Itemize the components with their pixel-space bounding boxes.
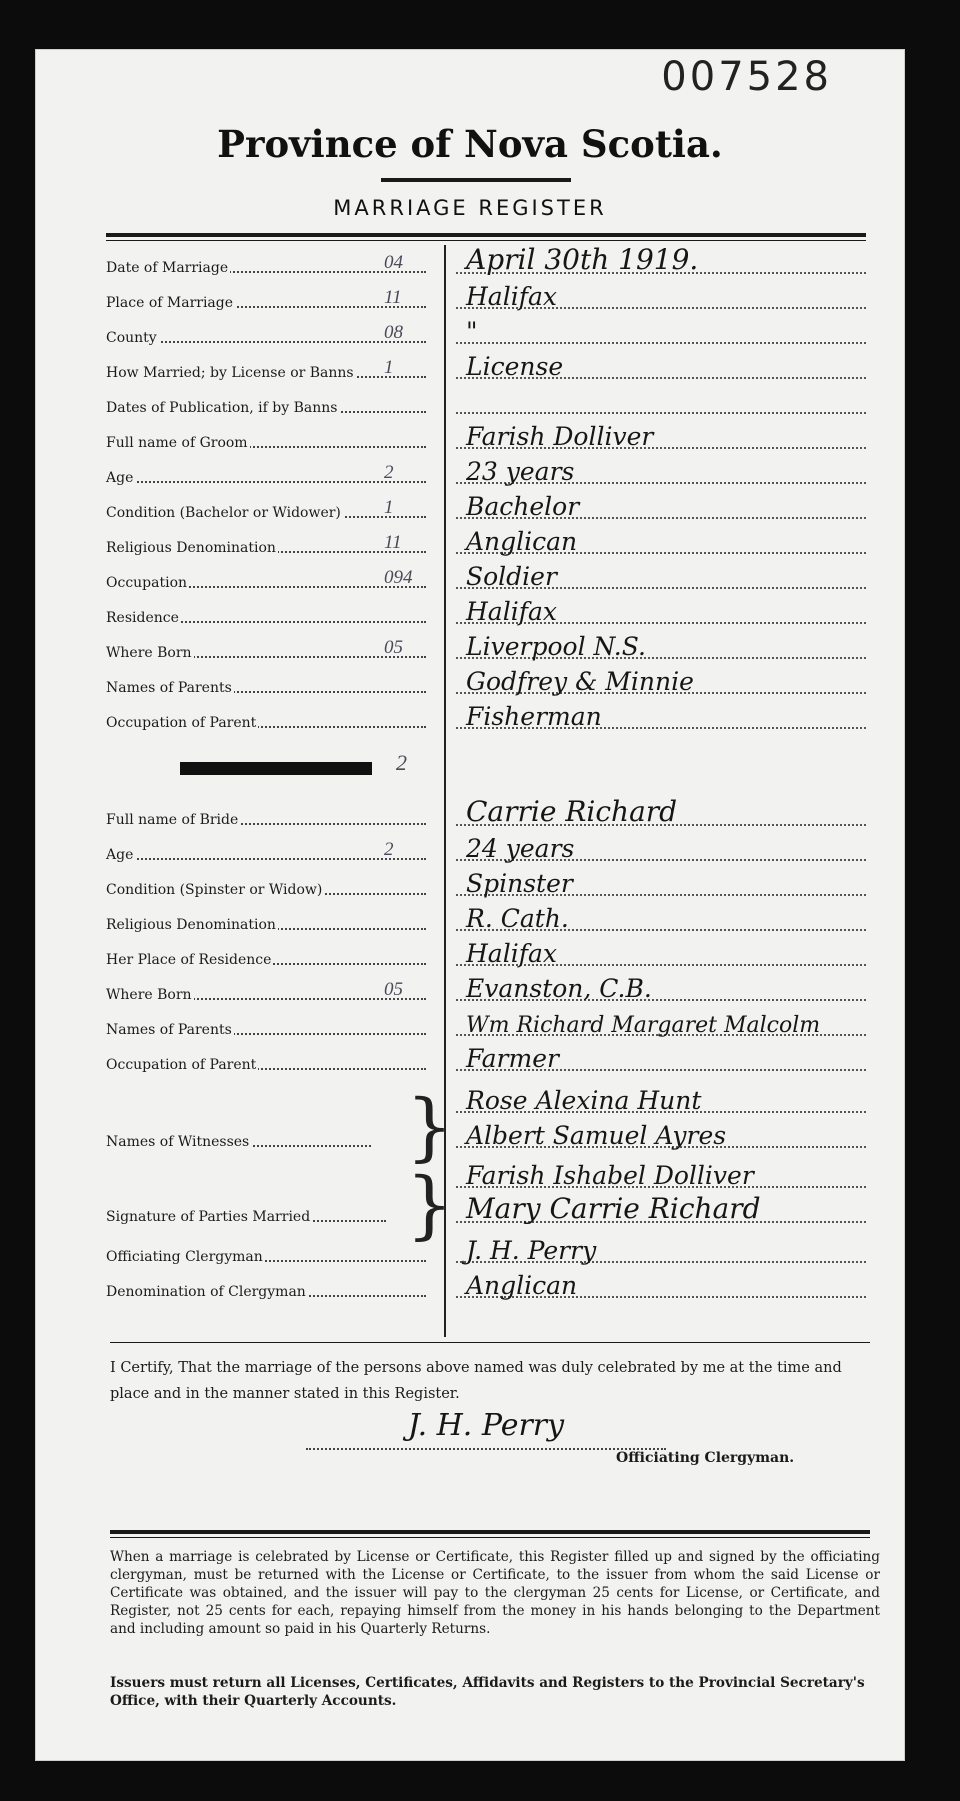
field-label: Denomination of Clergyman: [106, 1284, 306, 1300]
field-label: Age: [106, 847, 134, 863]
field-label: Condition (Bachelor or Widower): [106, 505, 341, 521]
field-value: Carrie Richard: [466, 795, 678, 828]
field-value: Farish Dolliver: [466, 422, 654, 451]
field-label: Condition (Spinster or Widow): [106, 882, 323, 898]
title-underline: [381, 178, 571, 182]
field-value: J. H. Perry: [466, 1236, 597, 1265]
bride-section-code: 2: [396, 750, 407, 775]
field-code: 11: [384, 287, 402, 308]
register-page: [36, 50, 904, 1760]
witness-line-1: [106, 1085, 866, 1119]
notice-top-thick-rule: [110, 1530, 870, 1534]
notice-paragraph: When a marriage is celebrated by License or Certificate, this Register filled up and signed by the officiating clergyman, must be returned with the License or Certificate, to the issuer from whom the said License or Certificate was obtained, and the issuer will pay to the clergyman 25 cents for License, or Certificate, and Register, not 25 cents for each, repaying himself from the money in his hands belonging to the Department and including amount so paid in his Quarterly Returns.: [110, 1549, 880, 1637]
field-label: Date of Marriage: [106, 260, 229, 276]
field-value: April 30th 1919.: [466, 243, 699, 276]
field-row-county: [106, 316, 866, 350]
field-label: Dates of Publication, if by Banns: [106, 400, 338, 416]
field-row-how-married: [106, 351, 866, 385]
field-label: How Married; by License or Banns: [106, 365, 354, 381]
top-thin-rule: [106, 240, 866, 241]
field-row-groom-parents: [106, 666, 866, 700]
field-row-groom-condition: [106, 491, 866, 525]
field-row-groom-residence: [106, 596, 866, 630]
field-value: Spinster: [466, 869, 573, 898]
signature-line-1: [106, 1160, 866, 1194]
field-row-bride-religion: [106, 903, 866, 937]
field-label: Where Born: [106, 987, 192, 1003]
field-row-clergy-denomination: [106, 1270, 866, 1304]
notice-top-thin-rule: [110, 1537, 870, 1538]
field-label: Names of Parents: [106, 680, 232, 696]
register-number: 007528: [661, 54, 832, 100]
field-label: Her Place of Residence: [106, 952, 272, 968]
field-value: R. Cath.: [466, 904, 569, 933]
page-title: Province of Nova Scotia.: [217, 122, 723, 166]
field-value: Evanston, C.B.: [466, 974, 652, 1003]
field-label: Age: [106, 470, 134, 486]
bride-section-bar: [180, 762, 372, 775]
signatures-brace-icon: }: [406, 1162, 454, 1248]
witness-name: Albert Samuel Ayres: [466, 1121, 727, 1150]
field-value: 23 years: [466, 457, 575, 486]
field-row-place-of-marriage: [106, 281, 866, 315]
field-value: License: [466, 352, 564, 381]
field-value: Halifax: [466, 597, 557, 626]
certificate-top-rule: [110, 1342, 870, 1343]
field-value: Halifax: [466, 282, 557, 311]
field-value: Anglican: [466, 1271, 578, 1300]
field-label: Signature of Parties Married: [106, 1209, 311, 1225]
field-row-bride-age: [106, 833, 866, 867]
field-value: Godfrey & Minnie: [466, 667, 694, 696]
field-row-signatures: [106, 1192, 866, 1229]
field-label: Names of Witnesses: [106, 1134, 250, 1150]
field-row-dates-of-publication: [106, 386, 866, 420]
field-label: Where Born: [106, 645, 192, 661]
field-value: ": [466, 317, 478, 346]
field-value: 24 years: [466, 834, 575, 863]
field-value: Wm Richard Margaret Malcolm: [466, 1013, 821, 1038]
party-signature: Mary Carrie Richard: [466, 1192, 761, 1225]
field-label: Occupation of Parent: [106, 715, 257, 731]
field-row-bride-birthplace: [106, 973, 866, 1007]
register-subtitle: MARRIAGE REGISTER: [333, 196, 607, 220]
witnesses-brace-icon: }: [406, 1084, 454, 1170]
field-label: Religious Denomination: [106, 540, 276, 556]
field-value: Halifax: [466, 939, 557, 968]
field-row-bride-parents: [106, 1008, 866, 1042]
field-label: Names of Parents: [106, 1022, 232, 1038]
field-label: Residence: [106, 610, 179, 626]
field-value: Anglican: [466, 527, 578, 556]
party-signature: Farish Ishabel Dolliver: [466, 1161, 754, 1190]
field-code: 2: [384, 839, 394, 860]
field-label: Full name of Bride: [106, 812, 239, 828]
field-label: Officiating Clergyman: [106, 1249, 263, 1265]
field-row-date-of-marriage: [106, 243, 866, 280]
field-code: 04: [384, 252, 403, 273]
field-label: Religious Denomination: [106, 917, 276, 933]
field-code: 1: [384, 357, 394, 378]
certificate-role: Officiating Clergyman.: [616, 1450, 795, 1466]
field-row-groom-birthplace: [106, 631, 866, 665]
field-code: 094: [384, 567, 413, 588]
field-row-groom-name: [106, 421, 866, 455]
field-label: Full name of Groom: [106, 435, 248, 451]
field-row-witnesses: [106, 1120, 866, 1154]
field-value: Bachelor: [466, 492, 580, 521]
notice-secondary-paragraph: Issuers must return all Licenses, Certificates, Affidavits and Registers to the Provincial Secretary's Office, with their Quarterly Accounts.: [110, 1675, 865, 1709]
field-label: Occupation of Parent: [106, 1057, 257, 1073]
field-code: 1: [384, 497, 394, 518]
field-row-officiating-clergyman: [106, 1235, 866, 1269]
field-value: Farmer: [466, 1044, 559, 1073]
field-value: Fisherman: [466, 702, 602, 731]
field-label: Occupation: [106, 575, 188, 591]
field-row-groom-age: [106, 456, 866, 490]
field-code: 05: [384, 637, 403, 658]
field-label: County: [106, 330, 157, 346]
field-row-groom-parent-occupation: [106, 701, 866, 735]
field-row-groom-occupation: [106, 561, 866, 595]
field-value: Soldier: [466, 562, 557, 591]
field-row-bride-name: [106, 795, 866, 832]
field-row-bride-residence: [106, 938, 866, 972]
field-code: 08: [384, 322, 403, 343]
top-thick-rule: [106, 233, 866, 237]
field-code: 05: [384, 979, 403, 1000]
certificate-signature: J. H. Perry: [306, 1408, 666, 1450]
field-row-bride-condition: [106, 868, 866, 902]
field-row-groom-religion: [106, 526, 866, 560]
field-label: Place of Marriage: [106, 295, 234, 311]
field-code: 2: [384, 462, 394, 483]
field-row-bride-parent-occupation: [106, 1043, 866, 1077]
certificate-text: I Certify, That the marriage of the persons above named was duly celebrated by me at the time and place and in the manner stated in this Register.: [110, 1360, 842, 1402]
field-value: Liverpool N.S.: [466, 632, 646, 661]
field-code: 11: [384, 532, 402, 553]
witness-name: Rose Alexina Hunt: [466, 1086, 702, 1115]
